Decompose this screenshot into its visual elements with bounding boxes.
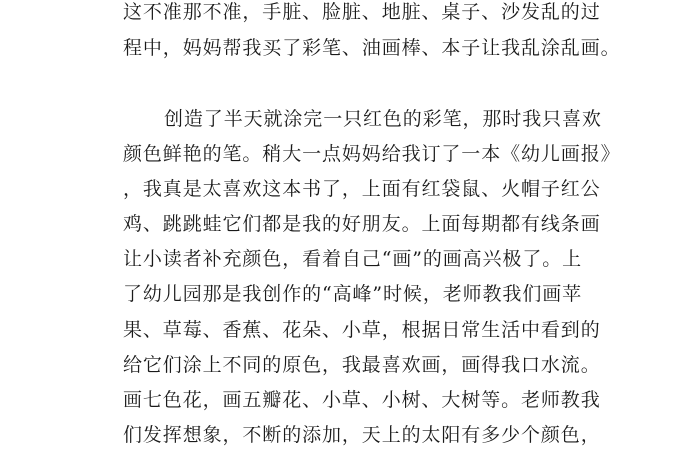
text-line: 这不准那不准，手脏、脸脏、地脏、桌子、沙发乱的过 <box>123 1 601 23</box>
text-line: 们发挥想象，不断的添加，天上的太阳有多少个颜色， <box>123 424 601 446</box>
text-line: 画七色花，画五瓣花、小草、小树、大树等。老师教我 <box>123 389 601 411</box>
text-line: 了幼儿园那是我创作的“高峰”时候，老师教我们画苹 <box>123 283 583 305</box>
text-line: 让小读者补充颜色，看着自己“画”的画高兴极了。上 <box>123 248 583 270</box>
text-line: 颜色鲜艳的笔。稍大一点妈妈给我订了一本《幼儿画报》 <box>123 143 621 165</box>
text-line: 创造了半天就涂完一只红色的彩笔，那时我只喜欢 <box>164 108 602 130</box>
text-line: 给它们涂上不同的原色，我最喜欢画，画得我口水流。 <box>123 354 601 376</box>
text-line: 果、草莓、香蕉、花朵、小草，根据日常生活中看到的 <box>123 319 601 341</box>
text-line: ，我真是太喜欢这本书了，上面有红袋鼠、火帽子红公 <box>123 178 601 200</box>
text-line: 程中，妈妈帮我买了彩笔、油画棒、本子让我乱涂乱画。 <box>123 37 621 59</box>
text-line: 鸡、跳跳蛙它们都是我的好朋友。上面每期都有线条画 <box>123 213 601 235</box>
